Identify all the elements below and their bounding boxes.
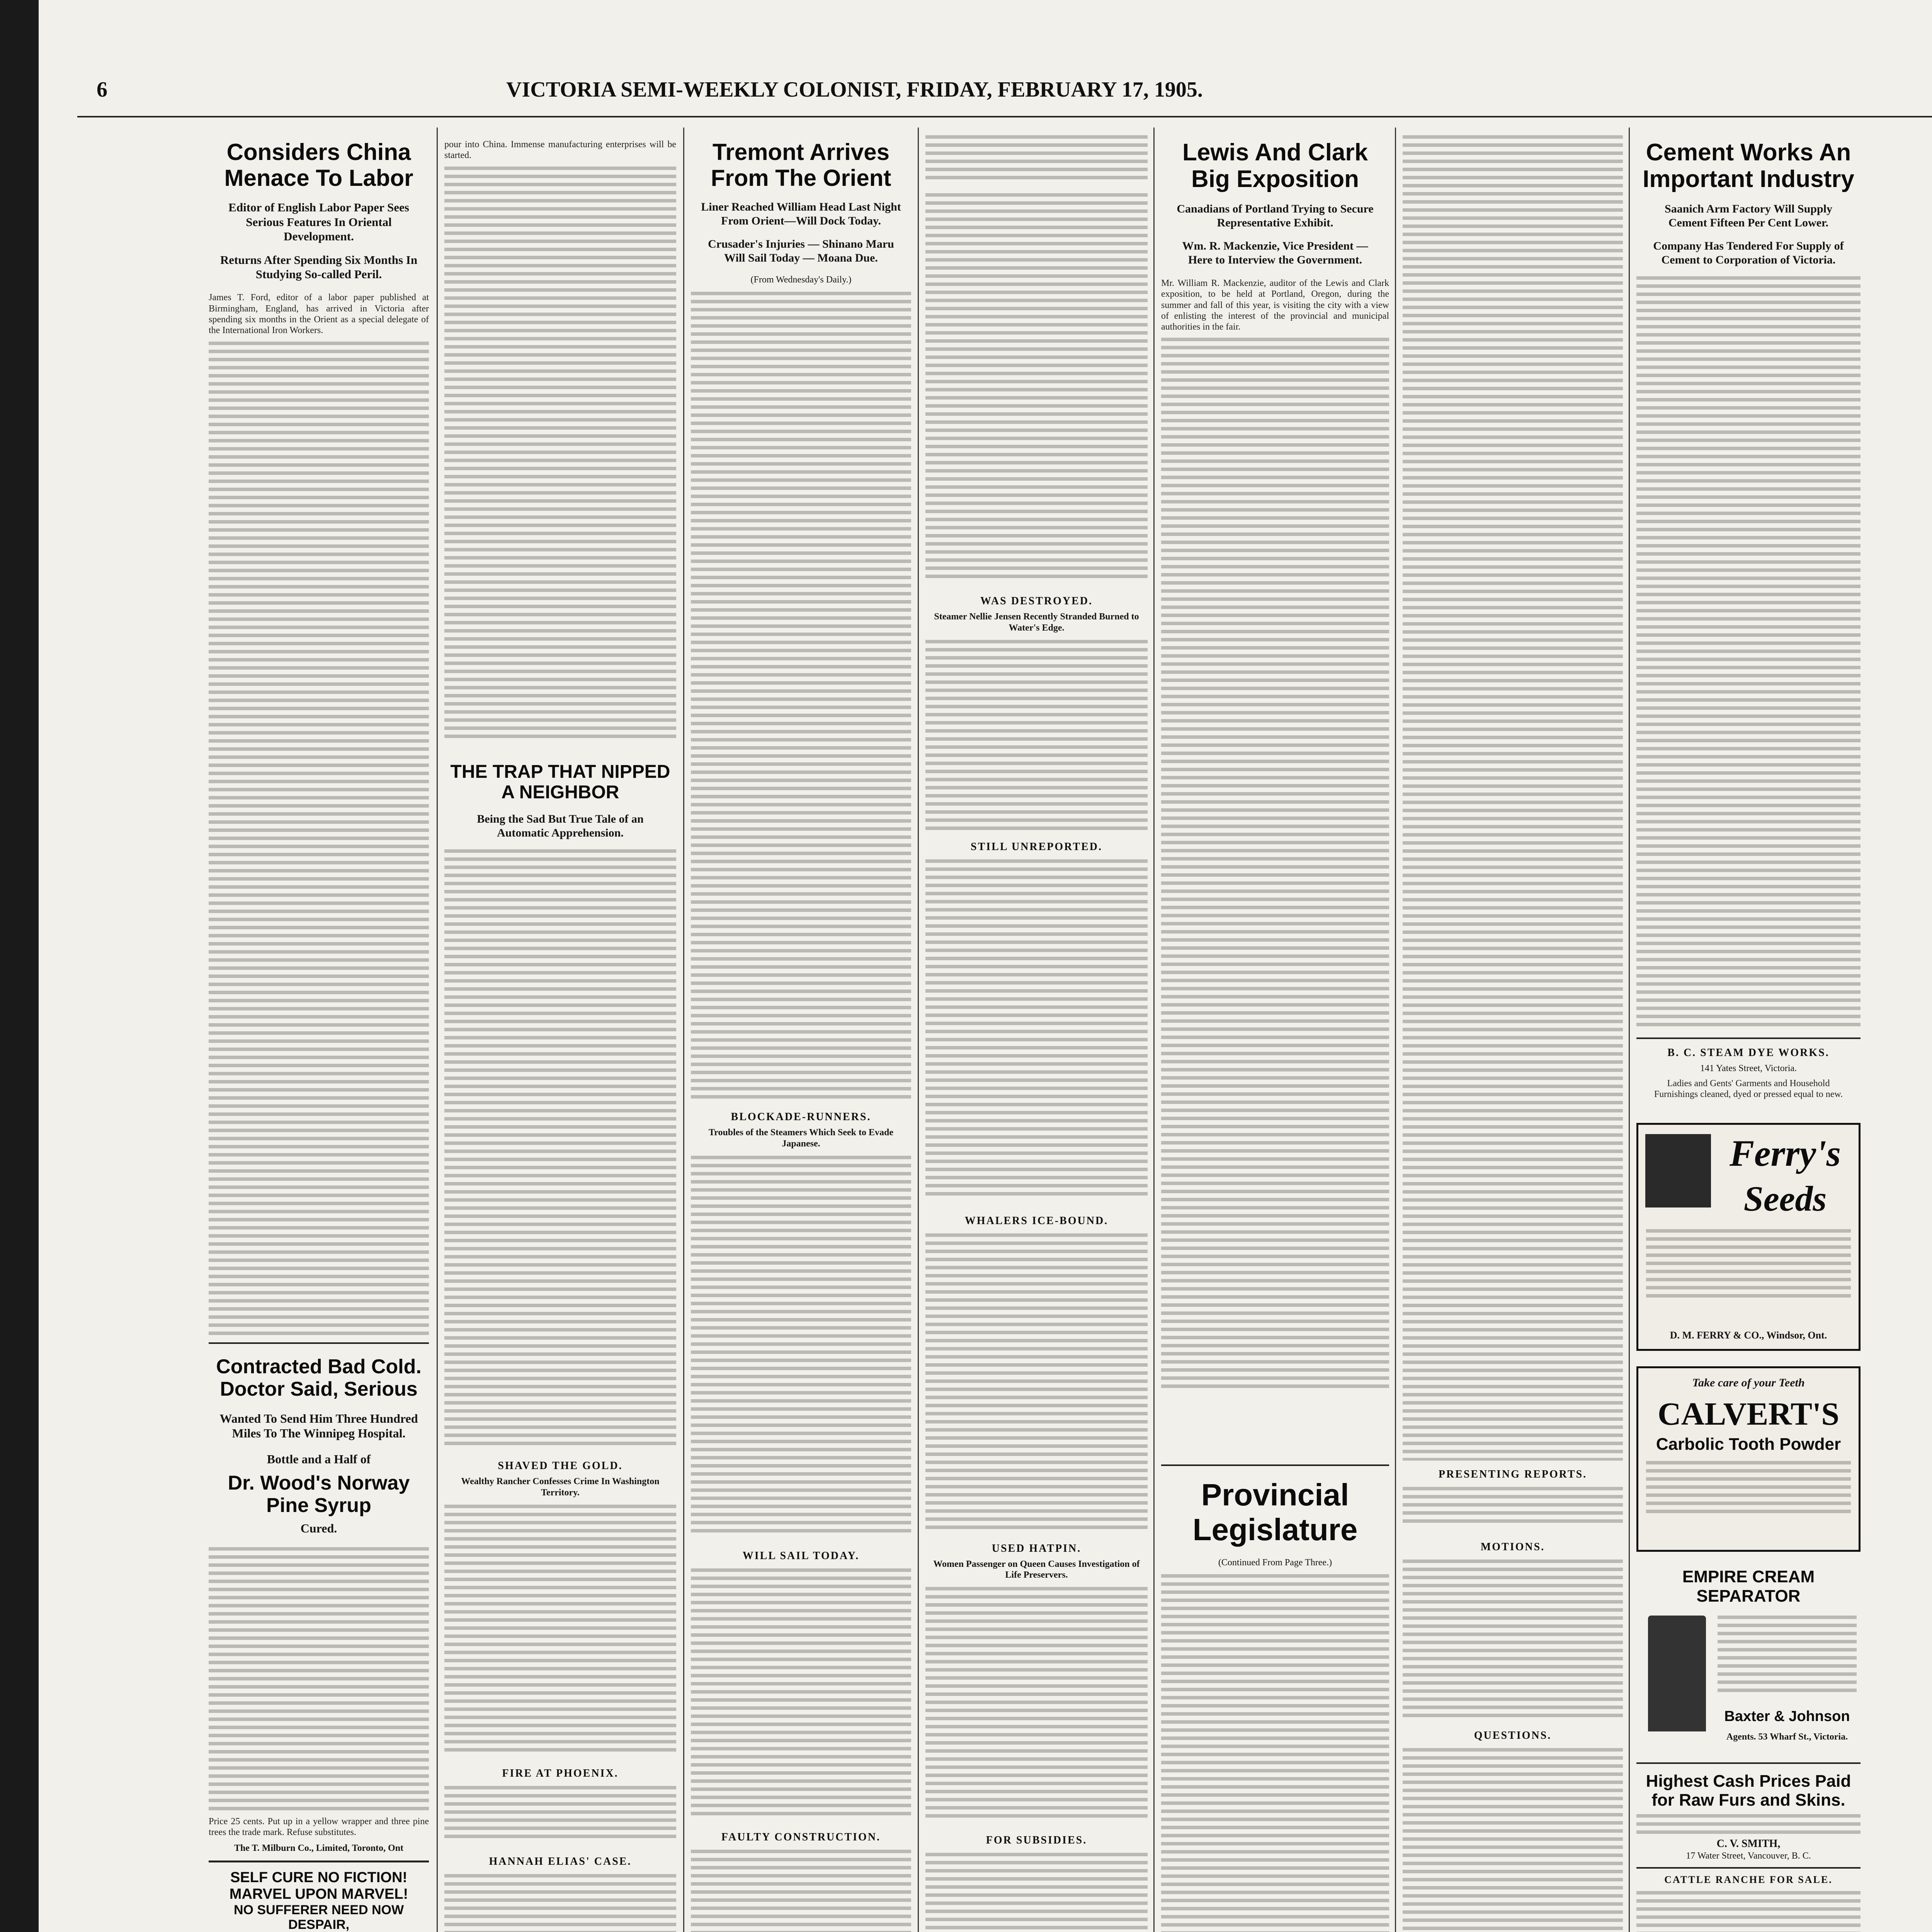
masthead-rule: [77, 116, 1932, 117]
subhead-tremont-2: Crusader's Injuries — Shinano Maru Will Sail Today — Moana Due.: [708, 238, 894, 265]
masthead: [97, 77, 1932, 112]
article-lead: James T. Ford, editor of a labor paper published at Birmingham, England, has arrived in Victoria after spending six months in the Orient as a special delegate of the International Iron Workers.: [209, 293, 429, 336]
ad-body-text: [209, 1547, 429, 1814]
column-rule: [437, 128, 438, 1932]
separator-image: [1648, 1616, 1706, 1731]
ad-product-name: Dr. Wood's Norway Pine Syrup: [228, 1472, 410, 1517]
calvert-ad: [1636, 1366, 1861, 1552]
column-4: [925, 128, 1148, 1932]
calvert-top: Take care of your Teeth: [1692, 1376, 1805, 1389]
ad-product-lead: Bottle and a Half of: [267, 1452, 371, 1466]
page-number: 6: [97, 78, 107, 102]
heading-blockade-runners: BLOCKADE-RUNNERS.: [731, 1111, 871, 1123]
continued-note: (Continued From Page Three.): [1218, 1557, 1332, 1568]
headline-cement-works: Cement Works An Important Industry: [1643, 139, 1854, 193]
heading-used-hatpin: USED HATPIN.: [992, 1542, 1082, 1554]
column-rule: [1395, 128, 1396, 1932]
heading-fire-phoenix: FIRE AT PHOENIX.: [502, 1767, 619, 1779]
heading-still-unreported: STILL UNREPORTED.: [971, 840, 1102, 853]
dyeworks-text: Ladies and Gents' Garments and Household Furnishings cleaned, dyed or pressed equal to new.: [1654, 1078, 1843, 1099]
fur-title: Highest Cash Prices Paid for Raw Furs and Skins.: [1646, 1771, 1851, 1810]
subhead-lewis-clark-2: Wm. R. Mackenzie, Vice President — Here to Interview the Government.: [1182, 239, 1368, 266]
heading-for-subsidies: FOR SUBSIDIES.: [986, 1834, 1087, 1847]
ad2-line2: MARVEL UPON MARVEL!: [229, 1886, 408, 1903]
headline-tremont: Tremont Arrives From The Orient: [711, 139, 891, 191]
heading-presenting-reports: PRESENTING REPORTS.: [1438, 1468, 1587, 1480]
dyeworks-address: 141 Yates Street, Victoria.: [1700, 1063, 1797, 1073]
ad2-line3: NO SUFFERER NEED NOW DESPAIR,: [233, 1902, 404, 1932]
ad-subhead-hospital: Wanted To Send Him Three Hundred Miles To The Winnipeg Hospital.: [219, 1412, 418, 1440]
column-2: [444, 128, 676, 1932]
ad-price: Price 25 cents. Put up in a yellow wrapper and three pine trees the trade mark. Refuse substitutes.: [209, 1816, 429, 1838]
subhead-was-destroyed: Steamer Nellie Jensen Recently Stranded Burned to Water's Edge.: [934, 612, 1139, 633]
separator-agents: Baxter & Johnson: [1724, 1708, 1850, 1725]
ad-company: The T. Milburn Co., Limited, Toronto, Ont: [234, 1843, 404, 1853]
column-3: [691, 128, 911, 1932]
subhead-blockade: Troubles of the Steamers Which Seek to Evade Japanese.: [709, 1128, 893, 1149]
calvert-name: CALVERT'S: [1657, 1396, 1840, 1432]
headline-china-labor: Considers China Menace To Labor: [224, 139, 413, 191]
ad2-line1: SELF CURE NO FICTION!: [230, 1869, 408, 1886]
separator-address: Agents. 53 Wharf St., Victoria.: [1726, 1731, 1848, 1742]
heading-shaved-gold: SHAVED THE GOLD.: [498, 1460, 623, 1472]
heading-hannah-elias: HANNAH ELIAS' CASE.: [489, 1855, 632, 1867]
subhead-cement-2: Company Has Tendered For Supply of Cement to Corporation of Victoria.: [1653, 239, 1844, 266]
scan-border-left: [0, 0, 39, 1932]
fur-address: 17 Water Street, Vancouver, B. C.: [1686, 1850, 1811, 1861]
column-rule: [683, 128, 684, 1932]
heading-motions: MOTIONS.: [1480, 1541, 1545, 1553]
column-7: [1636, 128, 1861, 1932]
continued-lead: pour into China. Immense manufacturing enterprises will be started.: [444, 139, 676, 161]
column-rule: [1153, 128, 1155, 1932]
subhead-cement-1: Saanich Arm Factory Will Supply Cement Fifteen Per Cent Lower.: [1665, 202, 1832, 229]
column-5: [1161, 128, 1389, 1932]
ferry-seeds: Seeds: [1743, 1179, 1827, 1219]
calvert-product: Carbolic Tooth Powder: [1656, 1435, 1841, 1454]
subhead-trap: Being the Sad But True Tale of an Automatic Apprehension.: [477, 813, 644, 840]
dateline: (From Wednesday's Daily.): [750, 275, 852, 285]
subhead-returns: Returns After Spending Six Months In Studying So-called Peril.: [220, 253, 418, 281]
heading-questions: QUESTIONS.: [1474, 1730, 1552, 1742]
headline-provincial-legislature: Provincial Legislature: [1192, 1478, 1358, 1547]
seed-packet-image: [1645, 1134, 1711, 1208]
column-6: [1403, 128, 1623, 1932]
ferry-company: D. M. FERRY & CO., Windsor, Ont.: [1670, 1330, 1827, 1341]
ferry-seeds-ad: [1636, 1123, 1861, 1351]
ad-product-tail: Cured.: [300, 1521, 337, 1535]
subhead-shaved-gold: Wealthy Rancher Confesses Crime In Washington Territory.: [461, 1476, 660, 1498]
subhead-china-labor: Editor of English Labor Paper Sees Serious Features In Oriental Development.: [228, 201, 409, 243]
subhead-tremont-1: Liner Reached William Head Last Night From Orient—Will Dock Today.: [701, 201, 901, 228]
subhead-used-hatpin: Women Passenger on Queen Causes Investigation of Life Preservers.: [933, 1559, 1140, 1580]
dyeworks-title: B. C. STEAM DYE WORKS.: [1667, 1046, 1830, 1059]
headline-trap: THE TRAP THAT NIPPED A NEIGHBOR: [450, 761, 670, 803]
column-1: [209, 128, 429, 1932]
separator-name: EMPIRE CREAM SEPARATOR: [1682, 1567, 1815, 1605]
article-body-text: [209, 342, 429, 1338]
heading-was-destroyed: WAS DESTROYED.: [980, 595, 1093, 607]
ad-headline-bad-cold: Contracted Bad Cold. Doctor Said, Serious: [216, 1355, 422, 1400]
cattle-ranche-title: CATTLE RANCHE FOR SALE.: [1664, 1874, 1833, 1885]
column-rule: [1629, 128, 1630, 1932]
heading-faulty-construction: FAULTY CONSTRUCTION.: [721, 1831, 881, 1843]
column-rule: [918, 128, 919, 1932]
subhead-lewis-clark-1: Canadians of Portland Trying to Secure Representative Exhibit.: [1177, 202, 1374, 229]
headline-lewis-clark: Lewis And Clark Big Exposition: [1182, 139, 1368, 193]
heading-whalers-icebound: WHALERS ICE-BOUND.: [964, 1214, 1109, 1227]
masthead-title: VICTORIA SEMI-WEEKLY COLONIST, FRIDAY, FEBRUARY 17, 1905.: [506, 78, 1203, 102]
fur-name: C. V. SMITH,: [1716, 1838, 1781, 1850]
ferry-name: Ferry's: [1730, 1133, 1841, 1174]
lewis-clark-lead: Mr. William R. Mackenzie, auditor of the Lewis and Clark exposition, to be held at Portland, Oregon, during the summer and fall of this year, is visiting the city with a view of enlisting the interest of the provincial and municipal authorities in the fair.: [1161, 278, 1389, 332]
heading-will-sail: WILL SAIL TODAY.: [742, 1549, 860, 1562]
